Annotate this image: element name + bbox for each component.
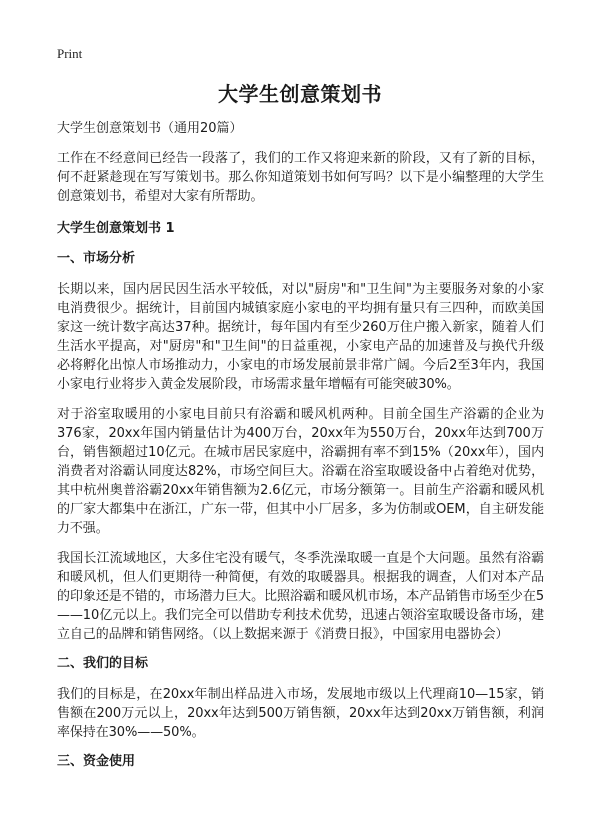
document-subtitle: 大学生创意策划书（通用20篇） <box>57 121 243 136</box>
document-title: 大学生创意策划书 <box>218 82 382 106</box>
paragraph: 我们的目标是，在20xx年制出样品进入市场，发展地市级以上代理商10—15家，销售额在200万元以上，20xx年达到500万销售额，20xx年达到20xx万销售额，利润率保持在30%——50%。 <box>57 687 544 740</box>
paragraph: 对于浴室取暖用的小家电目前只有浴霸和暖风机两种。目前全国生产浴霸的企业为376家，20xx年国内销量估计为400万台，20xx年为550万台，20xx年达到700万台，销售额超过10亿元。在城市居民家庭中，浴霸拥有率不到15%（20xx年），国内消费者对浴霸认同度达82%，市场空间巨大。浴霸在浴室取暖设备中占着绝对优势，其中杭州奥普浴霸20xx年销售额为2.6亿元，市场分额第一。目前生产浴霸和暖风机的厂家大都集中在浙江，广东一带，但其中小厂居多，多为仿制或OEM，自主研发能力不强。 <box>57 407 544 536</box>
section-heading-market-analysis: 一、市场分析 <box>57 251 136 266</box>
paragraph: 长期以来，国内居民因生活水平较低，对以"厨房"和"卫生间"为主要服务对象的小家电消费很少。据统计，目前国内城镇家庭小家电的平均拥有量只有三四种，而欧美国家这一统计数字高达37种。据统计，每年国内有至少260万住户搬入新家，随着人们生活水平提高，对"厨房"和"卫生间"的日益重视，小家电产品的加速普及与换代升级必将孵化出惊人市场推动力，小家电的市场发展前景非常广阔。今后2至3年内，我国小家电行业将步入黄金发展阶段，市场需求量年增幅有可能突破30%。 <box>57 282 544 392</box>
section-heading-fund-usage: 三、资金使用 <box>57 754 136 769</box>
intro-paragraph: 工作在不经意间已经告一段落了，我们的工作又将迎来新的阶段，又有了新的目标，何不赶紧趁现在写写策划书。那么你知道策划书如何写吗？以下是小编整理的大学生创意策划书，希望对大家有所帮助。 <box>57 151 544 204</box>
part-heading: 大学生创意策划书 1 <box>57 221 175 236</box>
document-body <box>57 120 544 783</box>
section-heading-our-goals: 二、我们的目标 <box>57 656 149 671</box>
print-link[interactable]: Print <box>57 46 83 61</box>
paragraph: 我国长江流域地区，大多住宅没有暖气，冬季洗澡取暖一直是个大问题。虽然有浴霸和暖风机，但人们更期待一种简便，有效的取暖器具。根据我的调查，人们对本产品的印象还是不错的，市场潜力巨大。比照浴霸和暖风机市场，本产品销售市场至少在5——10亿元以上。我们完全可以借助专利技术优势，迅速占领浴室取暖设备市场，建立自己的品牌和销售网络。（以上数据来源于《消费日报》，中国家用电器协会） <box>57 551 544 642</box>
